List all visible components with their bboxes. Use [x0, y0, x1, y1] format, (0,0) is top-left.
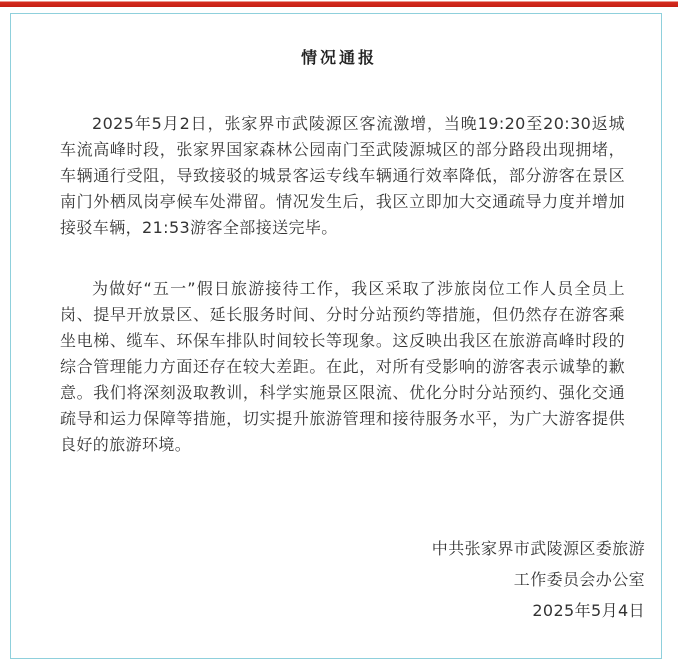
signature-date: 2025年5月4日: [532, 601, 645, 620]
top-red-band: [0, 0, 678, 7]
notice-paragraph-2: 为做好“五一”假日旅游接待工作，我区采取了涉旅岗位工作人员全员上岗、提早开放景区、延长服务时间、分时分站预约等措施，但仍然存在游客乘坐电梯、缆车、环保车排队时间较长等现象。这反映出我区在旅游高峰时段的综合管理能力方面还存在较大差距。在此，对所有受影响的游客表示诚挚的歉意。我们将深刻汲取教训，科学实施景区限流、优化分时分站预约、强化交通疏导和运力保障等措施，切实提升旅游管理和接待服务水平，为广大游客提供良好的旅游环境。: [60, 279, 625, 454]
notice-title: 情况通报: [300, 48, 377, 67]
signature-org-line-2: 工作委员会办公室: [513, 570, 645, 589]
signature-org-line-1: 中共张家界市武陵源区委旅游: [431, 539, 645, 558]
notice-paragraph-1: 2025年5月2日，张家界市武陵源区客流激增，当晚19:20至20:30返城车流高峰时段，张家界国家森林公园南门至武陵源城区的部分路段出现拥堵，车辆通行受阻，导致接驳的城景客运专线车辆通行效率降低，部分游客在景区南门外栖凤岗亭候车处滞留。情况发生后，我区立即加大交通疏导力度并增加接驳车辆，21:53游客全部接送完毕。: [60, 114, 625, 237]
